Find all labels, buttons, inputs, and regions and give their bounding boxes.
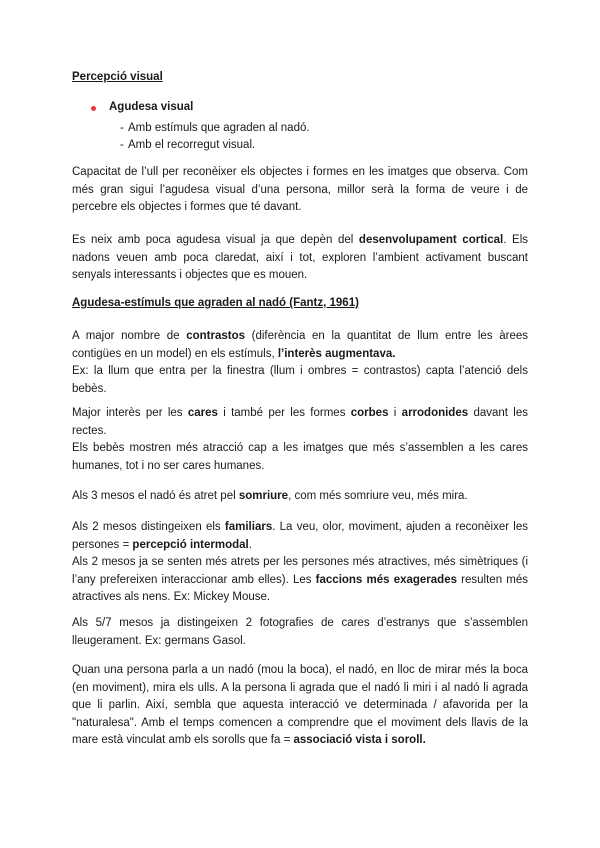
paragraph: A major nombre de contrastos (diferència en la quantitat de llum entre les àrees contigües en un model) en els estímuls, l’interès augmentava. Ex: la llum que entra per la finestra (llum i ombres = contrastos) capta l’atenció dels bebès. <box>72 330 528 395</box>
sub-item: - Amb estímuls que agraden al nadó. <box>120 122 310 134</box>
paragraph: Capacitat de l’ull per reconèixer els objectes i formes en les imatges que observa. Com més gran sigui l’agudesa visual d’una persona, millor serà la forma de veure i de percebre els objectes i formes que té davant. <box>72 166 528 213</box>
paragraph: Major interès per les cares i també per les formes corbes i arrodonides davant les rectes. Els bebès mostren més atracció cap a les imatges que més s’assemblen a les cares humanes, tot i no ser cares humanes. <box>72 407 528 472</box>
paragraph: Als 3 mesos el nadó és atret pel somriure, com més somriure veu, més mira. <box>72 490 468 502</box>
paragraph: Es neix amb poca agudesa visual ja que depèn del desenvolupament cortical. Els nadons veuen amb poca claredat, així i tot, exploren l’ambient activament buscant senyals interessants i objectes que es mouen. <box>72 234 528 281</box>
sub-item: - Amb el recorregut visual. <box>120 139 256 151</box>
page-title: Percepció visual <box>72 71 163 83</box>
section-heading: Agudesa-estímuls que agraden al nadó (Fantz, 1961) <box>72 297 359 309</box>
paragraph: Als 2 mesos distingeixen els familiars. La veu, olor, moviment, ajuden a reconèixer les persones = percepció intermodal. Als 2 mesos ja se senten més atrets per les persones més atractives, més simètriques (i l’any prefereixen interaccionar amb elles). Les faccions més exagerades resulten més atractives als nens. Ex: Mickey Mouse. <box>72 521 528 603</box>
paragraph: Quan una persona parla a un nadó (mou la boca), el nadó, en lloc de mirar més la boca (en moviment), mira els ulls. A la persona li agrada que el nadó li miri i al nadó li agrada que li parlin. Així, sembla que aquesta interacció ve determinada / afavorida per la "naturalesa". Amb el temps comencen a comprendre que el moviment dels llavis de la mare està vinculat amb els sorolls que fa = associació vista i soroll. <box>72 664 528 746</box>
paragraph: Als 5/7 mesos ja distingeixen 2 fotografies de cares d’estranys que s’assemblen lleugerament. Ex: germans Gasol. <box>72 617 528 647</box>
bullet-dot-icon <box>91 106 96 111</box>
bullet-label: Agudesa visual <box>109 101 194 113</box>
